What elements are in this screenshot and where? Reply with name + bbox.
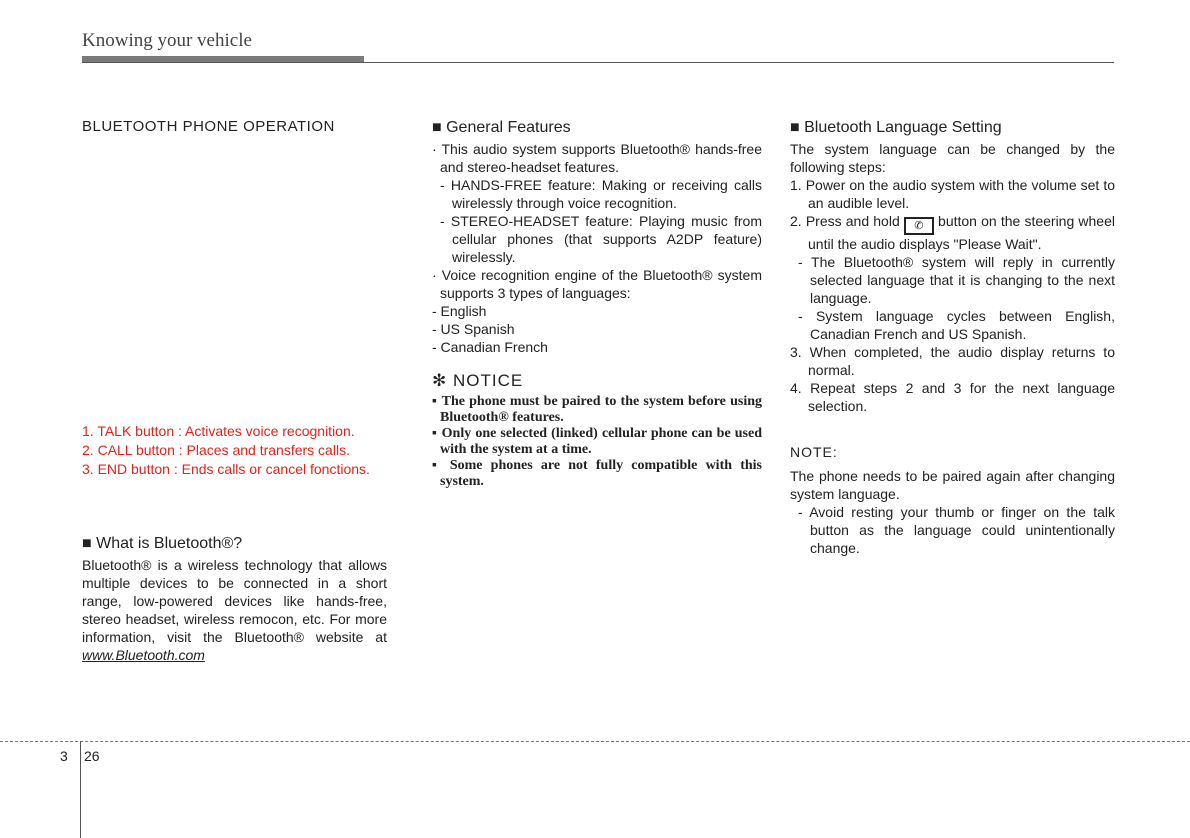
feature-dash: - HANDS-FREE feature: Making or receiving calls wirelessly through voice recognition. bbox=[440, 177, 762, 211]
button-function-list bbox=[82, 422, 392, 479]
page-number-separator bbox=[80, 741, 81, 838]
notice-item: ▪ Some phones are not fully compatible with this system. bbox=[432, 458, 762, 489]
language-intro: The system language can be changed by the following steps: bbox=[790, 141, 1115, 175]
language-item: - Canadian French bbox=[432, 339, 548, 355]
what-is-bluetooth-section bbox=[82, 534, 387, 664]
language-item: - US Spanish bbox=[432, 321, 515, 337]
chapter-number: 3 bbox=[60, 748, 68, 764]
feature-dash: - STEREO-HEADSET feature: Playing music from cellular phones (that supports A2DP feature) wirelessly. bbox=[440, 213, 762, 265]
list-item: 2. CALL button : Places and transfers calls. bbox=[82, 442, 350, 458]
section-title-general-features: ■ General Features bbox=[432, 119, 571, 136]
note-text: The phone needs to be paired again after changing system language. bbox=[790, 468, 1115, 502]
column-2 bbox=[432, 118, 762, 490]
bluetooth-website-link[interactable]: www.Bluetooth.com bbox=[82, 647, 205, 663]
note-dash: - Avoid resting your thumb or finger on the talk button as the language could unintentionally change. bbox=[798, 504, 1115, 556]
notice-title: ✻ NOTICE bbox=[432, 371, 524, 390]
header-title: Knowing your vehicle bbox=[82, 30, 252, 51]
footer-divider bbox=[0, 741, 1190, 742]
step-item: 3. When completed, the audio display returns to normal. bbox=[790, 344, 1115, 378]
what-is-bluetooth-text: Bluetooth® is a wireless technology that allows multiple devices to be connected in a short range, low-powered devices like hands-free, stereo headset, wireless remocon, etc. For more information, visit the Bluetooth® website at www.Bluetooth.com bbox=[82, 557, 387, 663]
feature-bullet: · Voice recognition engine of the Bluetooth® system supports 3 types of languages: bbox=[432, 267, 762, 301]
feature-bullet: · This audio system supports Bluetooth® hands-free and stereo-headset features. bbox=[432, 141, 762, 175]
list-item: 1. TALK button : Activates voice recognition. bbox=[82, 423, 355, 439]
list-item: 3. END button : Ends calls or cancel fonctions. bbox=[82, 461, 370, 477]
column-1 bbox=[82, 118, 392, 136]
section-title-bluetooth-phone-operation: BLUETOOTH PHONE OPERATION bbox=[82, 118, 335, 135]
section-title-language-setting: ■ Bluetooth Language Setting bbox=[790, 119, 1002, 136]
note-title: NOTE: bbox=[790, 444, 838, 460]
step-dash: - The Bluetooth® system will reply in currently selected language that it is changing to the next language. bbox=[798, 254, 1115, 306]
page-number: 26 bbox=[84, 748, 100, 764]
header-rule bbox=[82, 62, 1114, 63]
column-3 bbox=[790, 118, 1115, 557]
step-item: 2. Press and hold ✆ button on the steering wheel until the audio displays "Please Wait". bbox=[790, 213, 1115, 252]
language-item: - English bbox=[432, 303, 487, 319]
section-title-what-is-bluetooth: ■ What is Bluetooth®? bbox=[82, 535, 243, 552]
step-dash: - System language cycles between English, Canadian French and US Spanish. bbox=[798, 308, 1115, 342]
step-item: 4. Repeat steps 2 and 3 for the next language selection. bbox=[790, 380, 1115, 414]
step-item: 1. Power on the audio system with the volume set to an audible level. bbox=[790, 177, 1115, 211]
notice-item: ▪ The phone must be paired to the system before using Bluetooth® features. bbox=[432, 394, 762, 425]
talk-button-icon: ✆ bbox=[904, 217, 934, 235]
notice-item: ▪ Only one selected (linked) cellular phone can be used with the system at a time. bbox=[432, 426, 762, 457]
